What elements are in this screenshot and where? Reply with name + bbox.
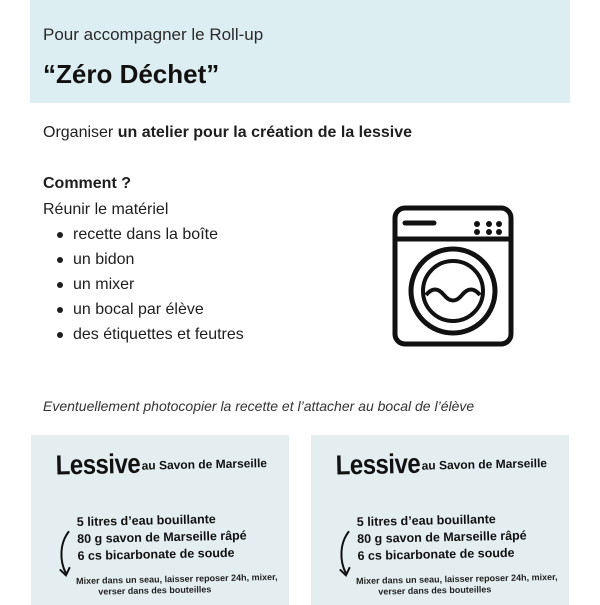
instructions-line: Mixer dans un seau, laisser reposer 24h, mixer, bbox=[75, 571, 278, 587]
how-heading: Comment ? bbox=[43, 175, 131, 192]
curved-arrow-icon bbox=[335, 529, 358, 579]
recipe-line: 80 g savon de Marseille râpé bbox=[357, 528, 527, 547]
recipe-subtitle: au Savon de Marseille bbox=[141, 456, 268, 473]
recipe-title: Lessive bbox=[335, 448, 421, 482]
list-item: un bidon bbox=[43, 247, 244, 272]
header-banner bbox=[30, 0, 570, 103]
recipe-instructions bbox=[356, 572, 558, 598]
header-title: “Zéro Déchet” bbox=[43, 59, 220, 89]
recipe-line: 5 litres d’eau bouillante bbox=[356, 512, 496, 530]
recipe-line: 80 g savon de Marseille râpé bbox=[77, 528, 247, 547]
recipe-card-right bbox=[311, 435, 569, 605]
list-item: un bocal par élève bbox=[43, 297, 244, 322]
list-item: un mixer bbox=[43, 272, 244, 297]
gather-text: Réunir le matériel bbox=[43, 201, 169, 218]
recipe-card-left bbox=[31, 435, 289, 605]
list-item: recette dans la boîte bbox=[43, 222, 244, 247]
photocopy-note: Eventuellement photocopier la recette et l’attacher au bocal de l’élève bbox=[43, 398, 475, 414]
recipe-line: 5 litres d’eau bouillante bbox=[76, 512, 216, 530]
instructions-line: Mixer dans un seau, laisser reposer 24h, mixer, bbox=[355, 571, 558, 587]
recipe-title: Lessive bbox=[55, 448, 141, 482]
recipe-instructions bbox=[76, 572, 278, 598]
header-subtitle: Pour accompagner le Roll-up bbox=[43, 25, 264, 44]
washing-machine-icon bbox=[392, 205, 514, 347]
recipe-subtitle: au Savon de Marseille bbox=[421, 456, 548, 473]
list-item: des étiquettes et feutres bbox=[43, 322, 244, 347]
intro-bold: un atelier pour la création de la lessive bbox=[117, 124, 413, 141]
intro-prefix: Organiser bbox=[43, 124, 118, 141]
materials-list bbox=[43, 222, 244, 347]
curved-arrow-icon bbox=[55, 529, 78, 579]
recipe-line: 6 cs bicarbonate de soude bbox=[357, 545, 515, 564]
recipe-line: 6 cs bicarbonate de soude bbox=[77, 545, 235, 564]
instructions-line: verser dans des bouteilles bbox=[98, 584, 212, 597]
intro-text bbox=[43, 124, 412, 142]
instructions-line: verser dans des bouteilles bbox=[378, 584, 492, 597]
